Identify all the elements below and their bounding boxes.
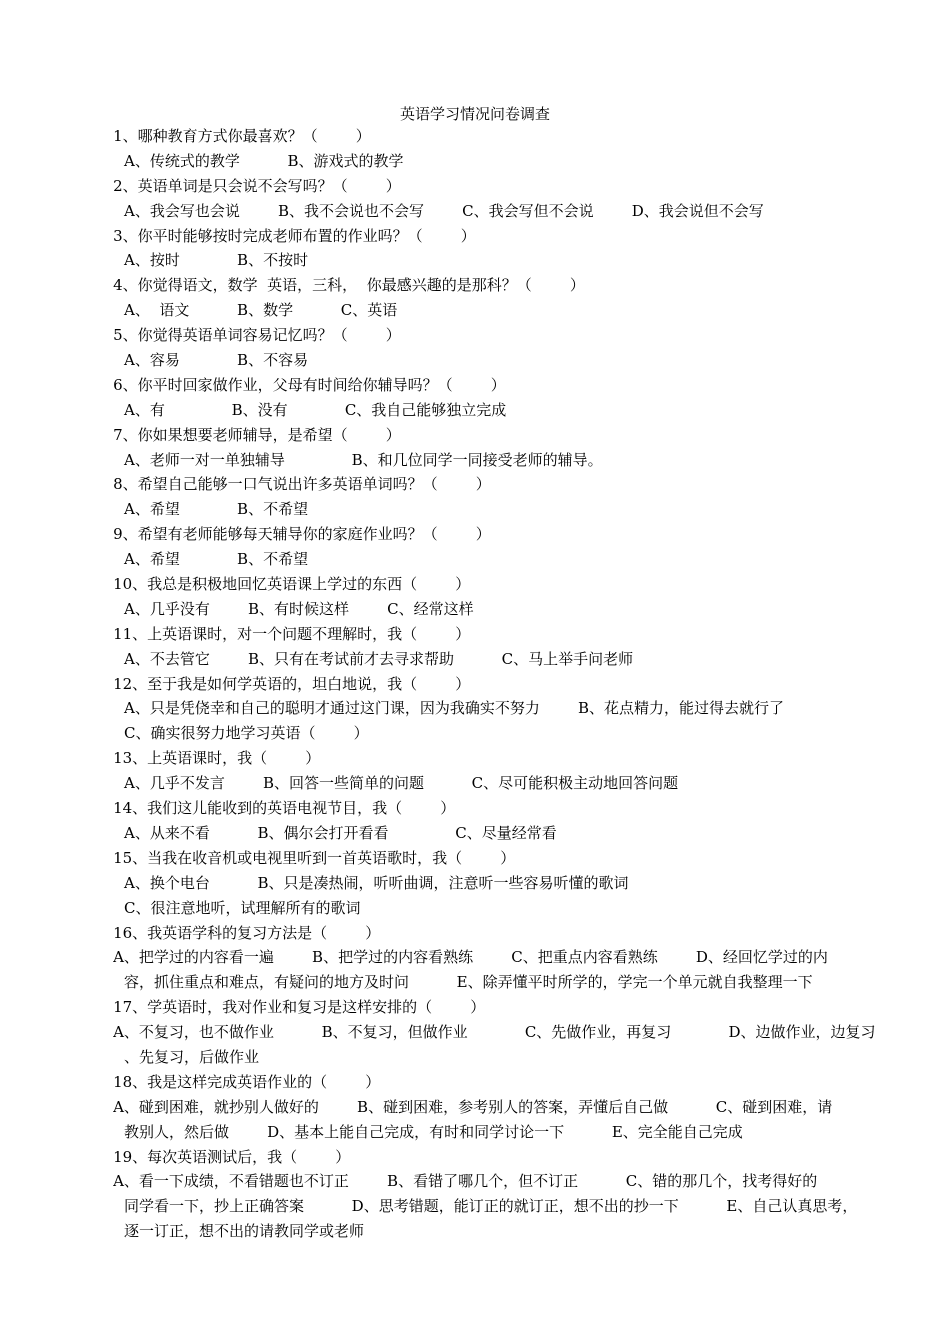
options-16-a: A、把学过的内容看一遍 B、把学过的内容看熟练 C、把重点内容看熟练 D、经回忆学过的内 (94, 948, 828, 967)
question-3: 3、你平时能够按时完成老师布置的作业吗？（ ） (94, 226, 476, 245)
options-2: A、我会写也会说 B、我不会说也不会写 C、我会写但不会说 D、我会说但不会写 (124, 201, 764, 220)
questionnaire-body (94, 124, 876, 1244)
options-4: A、 语文 B、数学 C、英语 (124, 301, 398, 320)
question-14: 14、我们这儿能收到的英语电视节目，我（ ） (94, 799, 456, 818)
document-title: 英语学习情况问卷调查 (399, 105, 550, 123)
options-1: A、传统式的教学 B、游戏式的教学 (124, 151, 404, 170)
question-7: 7、你如果想要老师辅导，是希望（ ） (94, 425, 401, 444)
options-5: A、容易 B、不容易 (124, 351, 309, 370)
options-9: A、希望 B、不希望 (124, 550, 309, 569)
question-5: 5、你觉得英语单词容易记忆吗？（ ） (94, 326, 401, 345)
options-14: A、从来不看 B、偶尔会打开看看 C、尽量经常看 (124, 823, 557, 842)
question-17: 17、学英语时，我对作业和复习是这样安排的（ ） (94, 998, 486, 1017)
options-15-b: C、很注意地听，试理解所有的歌词 (124, 898, 361, 917)
options-12-a: A、只是凭侥幸和自己的聪明才通过这门课，因为我确实不努力 B、花点精力，能过得去就行了 (124, 699, 785, 718)
question-10: 10、我总是积极地回忆英语课上学过的东西（ ） (94, 575, 471, 594)
question-12: 12、至于我是如何学英语的，坦白地说，我（ ） (94, 674, 471, 693)
question-19: 19、每次英语测试后，我（ ） (94, 1147, 351, 1166)
question-11: 11、上英语课时，对一个问题不理解时，我（ ） (94, 624, 471, 643)
options-19-c: 逐一订正，想不出的请教同学或老师 (124, 1222, 365, 1241)
options-19-a: A、看一下成绩，不看错题也不订正 B、看错了哪几个，但不订正 C、错的那几个，找考得好的 (94, 1172, 818, 1191)
options-16-b: 容，抓住重点和难点，有疑问的地方及时问 E、除弄懂平时所学的，学完一个单元就自我整理一下 (124, 973, 813, 992)
options-13: A、几乎不发言 B、回答一些简单的问题 C、尽可能积极主动地回答问题 (124, 774, 679, 793)
question-2: 2、英语单词是只会说不会写吗？（ ） (94, 176, 401, 195)
options-17-a: A、不复习，也不做作业 B、不复习，但做作业 C、先做作业，再复习 D、边做作业，边复习 (94, 1023, 876, 1042)
options-19-b: 同学看一下，抄上正确答案 D、思考错题，能订正的就订正，想不出的抄一下 E、自己认真思考， (124, 1197, 858, 1216)
question-1: 1、哪种教育方式你最喜欢？（ ） (94, 127, 371, 145)
options-11: A、不去管它 B、只有在考试前才去寻求帮助 C、马上举手问老师 (124, 649, 634, 668)
options-7: A、老师一对一单独辅导 B、和几位同学一同接受老师的辅导。 (124, 450, 603, 469)
options-15-a: A、换个电台 B、只是凑热闹，听听曲调，注意听一些容易听懂的歌词 (124, 873, 629, 892)
options-18-a: A、碰到困难，就抄别人做好的 B、碰到困难，参考别人的答案，弄懂后自己做 C、碰到困难，请 (94, 1097, 833, 1116)
options-17-b: 、先复习，后做作业 (124, 1047, 260, 1066)
question-6: 6、你平时回家做作业，父母有时间给你辅导吗？（ ） (94, 375, 506, 394)
question-9: 9、希望有老师能够每天辅导你的家庭作业吗？（ ） (94, 525, 491, 544)
question-4: 4、你觉得语文，数学 英语，三科， 你最感兴趣的是那科？（ ） (94, 276, 585, 295)
question-8: 8、希望自己能够一口气说出许多英语单词吗？（ ） (94, 475, 491, 494)
options-12-b: C、确实很努力地学习英语（ ） (124, 724, 369, 743)
options-8: A、希望 B、不希望 (124, 500, 309, 519)
options-6: A、有 B、没有 C、我自己能够独立完成 (124, 400, 507, 419)
question-16: 16、我英语学科的复习方法是（ ） (94, 923, 381, 942)
options-18-b: 教别人，然后做 D、基本上能自己完成，有时和同学讨论一下 E、完全能自己完成 (124, 1122, 743, 1141)
options-10: A、几乎没有 B、有时候这样 C、经常这样 (124, 599, 474, 618)
question-13: 13、上英语课时，我（ ） (94, 749, 321, 768)
options-3: A、按时 B、不按时 (124, 251, 309, 270)
question-15: 15、当我在收音机或电视里听到一首英语歌时，我（ ） (94, 848, 516, 867)
question-18: 18、我是这样完成英语作业的（ ） (94, 1072, 381, 1091)
